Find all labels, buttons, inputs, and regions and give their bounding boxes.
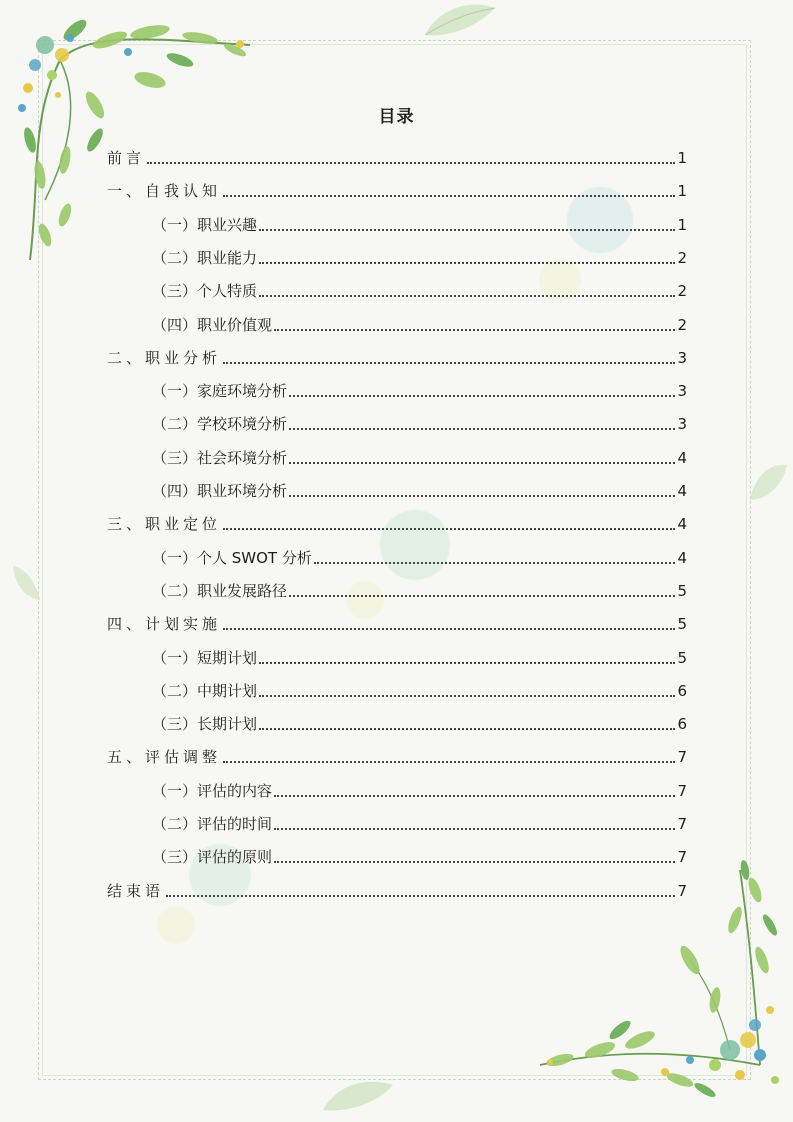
toc-dot-leader (289, 595, 675, 597)
toc-page-number: 5 (677, 615, 687, 634)
toc-dot-leader (274, 329, 675, 331)
toc-dot-leader (259, 662, 675, 664)
toc-entry-label: （三）社会环境分析 (152, 448, 288, 467)
toc-entry-label: 三、职业定位 (107, 515, 222, 534)
toc-entry-label: （二）职业能力 (152, 248, 258, 267)
toc-page-number: 4 (677, 482, 687, 500)
toc-dot-leader (223, 761, 675, 763)
toc-page-number: 1 (677, 149, 687, 167)
toc-dot-leader (259, 695, 675, 697)
toc-dot-leader (147, 162, 675, 164)
toc-entry-label: （一）短期计划 (152, 648, 258, 667)
toc-entry-label: 五、评估调整 (107, 748, 222, 767)
toc-dot-leader (223, 195, 675, 197)
toc-entry[interactable] (152, 213, 687, 235)
toc-dot-leader (166, 895, 675, 897)
toc-page-number: 3 (677, 348, 687, 367)
toc-page-number: 7 (677, 815, 687, 833)
toc-entry[interactable] (152, 679, 687, 701)
toc-entry[interactable] (107, 612, 687, 634)
toc-dot-leader (289, 495, 675, 497)
toc-entry[interactable] (152, 646, 687, 668)
toc-entry[interactable] (152, 246, 687, 268)
toc-dot-leader (274, 828, 675, 830)
toc-page-number: 5 (677, 648, 687, 667)
toc-dot-leader (259, 295, 675, 297)
toc-entry[interactable] (152, 379, 687, 401)
toc-page-number: 2 (677, 248, 687, 267)
toc-entry-label: （二）评估的时间 (152, 815, 273, 833)
toc-page-number: 1 (677, 182, 687, 201)
toc-dot-leader (223, 528, 675, 530)
toc-dot-leader (314, 562, 676, 564)
toc-entry[interactable] (107, 879, 687, 901)
toc-dot-leader (259, 728, 675, 730)
toc-entry[interactable] (152, 546, 687, 568)
toc-entry-label: （一）职业兴趣 (152, 215, 258, 234)
toc-entry-label: （三）长期计划 (152, 715, 258, 734)
toc-page-number: 6 (677, 681, 687, 700)
toc-dot-leader (289, 462, 675, 464)
toc-entry[interactable] (152, 412, 687, 434)
toc-entry[interactable] (107, 512, 687, 534)
toc-dot-leader (223, 628, 675, 630)
toc-entry-label: （三）个人特质 (152, 282, 258, 301)
toc-entry[interactable] (152, 579, 687, 601)
toc-dot-leader (223, 362, 675, 364)
toc-entry[interactable] (152, 812, 687, 834)
toc-entry-label: （一）家庭环境分析 (152, 382, 288, 401)
toc-page-number: 7 (677, 848, 687, 867)
toc-page-number: 3 (677, 382, 687, 401)
toc-entry-label: 前言 (107, 149, 146, 167)
toc-page-number: 4 (677, 548, 687, 567)
toc-entry-label: 四、计划实施 (107, 615, 222, 634)
toc-entry[interactable] (152, 446, 687, 468)
toc-entry-label: 一、自我认知 (107, 182, 222, 201)
toc-dot-leader (274, 795, 675, 797)
toc-page-number: 7 (677, 881, 687, 900)
toc-page-number: 6 (677, 715, 687, 734)
toc-entry[interactable] (152, 779, 687, 801)
toc-dot-leader (259, 229, 675, 231)
toc-entry-label: 二、职业分析 (107, 348, 222, 367)
toc-dot-leader (289, 395, 675, 397)
toc-entry-label: （四）职业环境分析 (152, 482, 288, 500)
toc-entry-label: （二）中期计划 (152, 681, 258, 700)
toc-entry[interactable] (152, 845, 687, 867)
toc-dot-leader (274, 861, 675, 863)
toc-entry-label: （二）学校环境分析 (152, 415, 288, 434)
toc-entry[interactable] (107, 179, 687, 201)
toc-entry[interactable] (152, 313, 687, 335)
toc-page-number: 7 (677, 748, 687, 767)
toc-entry-label: 结束语 (107, 881, 165, 900)
toc-entry[interactable] (152, 279, 687, 301)
toc-entry[interactable] (107, 146, 687, 168)
toc-entry[interactable] (152, 712, 687, 734)
toc-page-number: 2 (677, 315, 687, 334)
toc-page-number: 4 (677, 515, 687, 534)
toc-page-number: 1 (677, 215, 687, 234)
toc-entry[interactable] (152, 479, 687, 501)
page-title: 目录 (378, 107, 415, 127)
toc-entry-label: （二）职业发展路径 (152, 581, 288, 600)
toc-entry-label: （四）职业价值观 (152, 315, 273, 334)
toc-dot-leader (259, 262, 675, 264)
toc-entry-label: （三）评估的原则 (152, 848, 273, 867)
toc-dot-leader (289, 428, 675, 430)
toc-entry[interactable] (107, 745, 687, 767)
toc-entry[interactable] (107, 346, 687, 368)
toc-entry-label: （一）个人 SWOT 分析 (152, 548, 312, 567)
toc-entry-label: （一）评估的内容 (152, 781, 273, 800)
toc-page-number: 7 (677, 781, 687, 800)
toc-page-number: 5 (677, 581, 687, 600)
toc-page-number: 4 (677, 448, 687, 467)
toc-page-number: 3 (677, 415, 687, 434)
toc-page-number: 2 (677, 282, 687, 301)
